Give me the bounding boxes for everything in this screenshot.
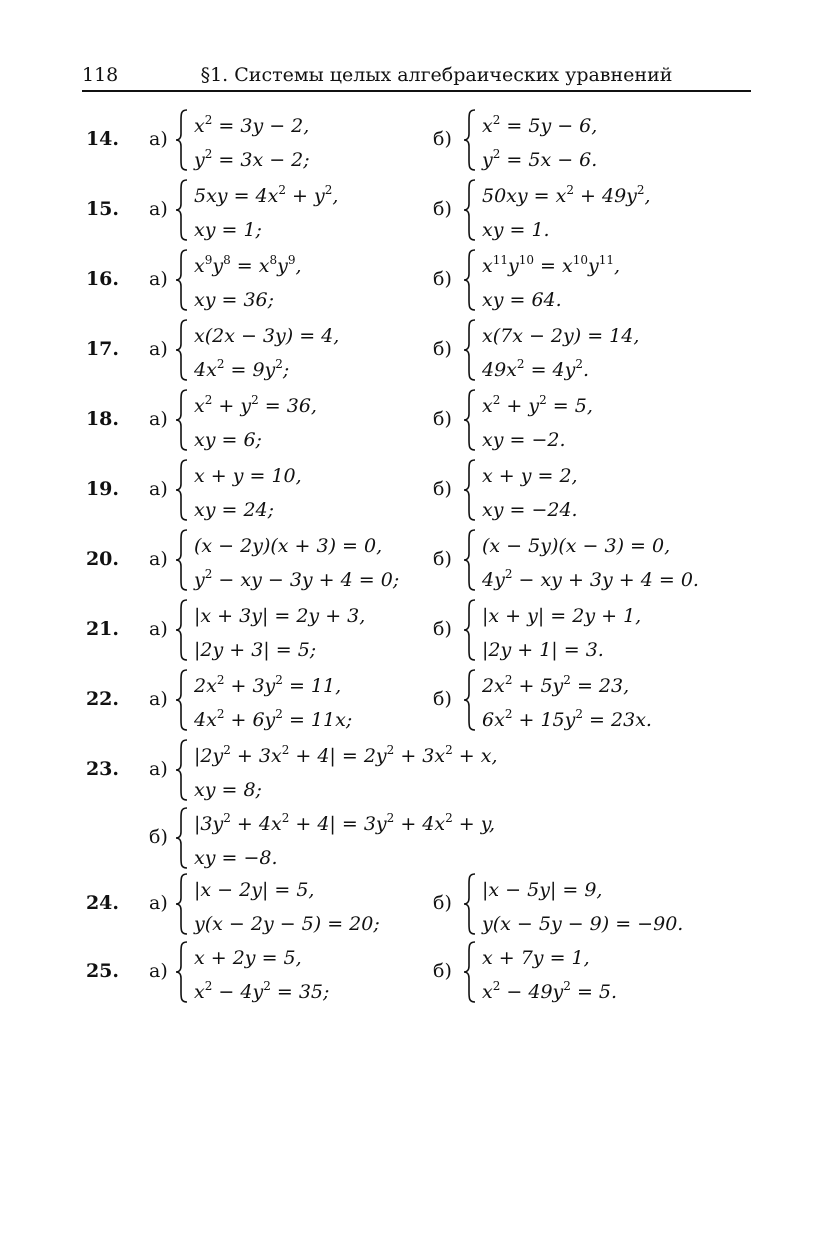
system-brace xyxy=(174,178,190,242)
option-a-label: а) xyxy=(149,408,168,430)
equation: $4y^2$ − xy + 3y + 4 = 0. xyxy=(482,567,699,591)
equation: |x − 5y| = 9, xyxy=(482,879,603,901)
system-brace xyxy=(462,872,478,936)
option-b-label: б) xyxy=(433,198,452,220)
system-brace xyxy=(174,318,190,382)
system-brace xyxy=(462,108,478,172)
equation: xy = 24; xyxy=(194,499,275,521)
equation: x + y = 2, xyxy=(482,465,578,487)
equation: |2y + 3| = 5; xyxy=(194,639,317,661)
system-brace xyxy=(462,388,478,452)
problem-row xyxy=(0,940,827,1004)
problem-row xyxy=(0,528,827,592)
option-a-label: а) xyxy=(149,758,168,780)
equation: $50xy = x^2 + 49y^2$, xyxy=(482,183,651,207)
problem-number: 15. xyxy=(85,198,119,220)
problem-number: 19. xyxy=(85,478,119,500)
system-brace xyxy=(174,940,190,1004)
option-a-label: а) xyxy=(149,478,168,500)
system-brace xyxy=(462,528,478,592)
equation: xy = −2. xyxy=(482,429,566,451)
option-b-label: б) xyxy=(433,478,452,500)
problem-number: 14. xyxy=(85,128,119,150)
option-a-label: а) xyxy=(149,198,168,220)
equation: $x^9y^8 = x^8y^9$, xyxy=(194,253,302,277)
option-a-label: а) xyxy=(149,960,168,982)
option-b-label: б) xyxy=(433,268,452,290)
equation: $4x^2 = 9y^2$; xyxy=(194,357,290,381)
problem-number: 16. xyxy=(85,268,119,290)
option-a-label: а) xyxy=(149,688,168,710)
equation: $5xy = 4x^2 + y^2$, xyxy=(194,183,339,207)
equation: |2y + 1| = 3. xyxy=(482,639,604,661)
equation: $|2y^2 + 3x^2 + 4| = 2y^2 + 3x^2 + x$, xyxy=(194,743,498,767)
system-brace xyxy=(174,458,190,522)
option-b-label: б) xyxy=(433,548,452,570)
system-brace xyxy=(462,248,478,312)
equation: $x^2 - 49y^2 = 5$. xyxy=(482,979,618,1003)
problem-row xyxy=(0,668,827,732)
option-a-label: а) xyxy=(149,548,168,570)
equation: $y^2 = 3x - 2$; xyxy=(194,147,310,171)
problem-row xyxy=(0,872,827,936)
problem-row xyxy=(0,388,827,452)
problem-number: 25. xyxy=(85,960,119,982)
equation: x + 2y = 5, xyxy=(194,947,302,969)
problem-row xyxy=(0,598,827,662)
equation: xy = 1; xyxy=(194,219,262,241)
problem-row xyxy=(0,738,827,802)
equation: $2x^2 + 5y^2 = 23$, xyxy=(482,673,630,697)
system-brace xyxy=(174,872,190,936)
equation: (x − 5y)(x − 3) = 0, xyxy=(482,535,671,557)
page-number: 118 xyxy=(82,64,119,86)
equation: $x^2 - 4y^2 = 35$; xyxy=(194,979,330,1003)
equation: $2x^2 + 3y^2 = 11$, xyxy=(194,673,342,697)
system-brace xyxy=(174,738,190,802)
equation: xy = 1. xyxy=(482,219,550,241)
problem-row xyxy=(0,108,827,172)
problem-number: 20. xyxy=(85,548,119,570)
option-b-label: б) xyxy=(433,960,452,982)
equation: xy = 64. xyxy=(482,289,562,311)
equation: xy = −8. xyxy=(194,847,278,869)
equation: $6x^2 + 15y^2 = 23x$. xyxy=(482,707,652,731)
system-brace xyxy=(174,668,190,732)
system-brace xyxy=(174,108,190,172)
equation: $x^2 + y^2 = 5$, xyxy=(482,393,593,417)
option-b-label: б) xyxy=(433,128,452,150)
option-a-label: а) xyxy=(149,618,168,640)
system-brace xyxy=(462,178,478,242)
equation: x + y = 10, xyxy=(194,465,302,487)
equation: $x^2 + y^2 = 36$, xyxy=(194,393,317,417)
problem-row xyxy=(0,318,827,382)
equation: |x − 2y| = 5, xyxy=(194,879,315,901)
equation: y(x − 5y − 9) = −90. xyxy=(482,913,684,935)
problem-row-continued xyxy=(0,806,827,870)
equation: |x + 3y| = 2y + 3, xyxy=(194,605,366,627)
equation: x(2x − 3y) = 4, xyxy=(194,325,340,347)
equation: y(x − 2y − 5) = 20; xyxy=(194,913,380,935)
option-b-label: б) xyxy=(149,826,168,848)
system-brace xyxy=(174,598,190,662)
running-title: §1. Системы целых алгебраических уравнений xyxy=(200,64,673,86)
problem-row xyxy=(0,178,827,242)
system-brace xyxy=(462,458,478,522)
system-brace xyxy=(174,528,190,592)
equation: $y^2$ − xy − 3y + 4 = 0; xyxy=(194,567,400,591)
problem-row xyxy=(0,458,827,522)
equation: $x^{11}y^{10} = x^{10}y^{11}$, xyxy=(482,253,621,277)
option-a-label: а) xyxy=(149,338,168,360)
option-b-label: б) xyxy=(433,618,452,640)
option-a-label: а) xyxy=(149,892,168,914)
option-b-label: б) xyxy=(433,688,452,710)
option-a-label: а) xyxy=(149,128,168,150)
option-a-label: а) xyxy=(149,268,168,290)
system-brace xyxy=(462,940,478,1004)
option-b-label: б) xyxy=(433,892,452,914)
problem-number: 22. xyxy=(85,688,119,710)
option-b-label: б) xyxy=(433,338,452,360)
equation: xy = 6; xyxy=(194,429,262,451)
system-brace xyxy=(174,806,190,870)
equation: xy = 8; xyxy=(194,779,262,801)
equation: $x^2 = 5y - 6$, xyxy=(482,113,598,137)
problem-number: 21. xyxy=(85,618,119,640)
equation: $49x^2 = 4y^2$. xyxy=(482,357,590,381)
equation: xy = 36; xyxy=(194,289,275,311)
problem-number: 23. xyxy=(85,758,119,780)
equation: $x^2 = 3y - 2$, xyxy=(194,113,310,137)
equation: $y^2 = 5x - 6$. xyxy=(482,147,598,171)
problem-row xyxy=(0,248,827,312)
problem-number: 24. xyxy=(85,892,119,914)
equation: |x + y| = 2y + 1, xyxy=(482,605,642,627)
problem-number: 18. xyxy=(85,408,119,430)
equation: x + 7y = 1, xyxy=(482,947,590,969)
equation: $4x^2 + 6y^2 = 11x$; xyxy=(194,707,353,731)
option-b-label: б) xyxy=(433,408,452,430)
equation: $|3y^2 + 4x^2 + 4| = 3y^2 + 4x^2 + y$, xyxy=(194,811,495,835)
system-brace xyxy=(462,668,478,732)
equation: xy = −24. xyxy=(482,499,578,521)
system-brace xyxy=(462,318,478,382)
system-brace xyxy=(174,388,190,452)
problem-number: 17. xyxy=(85,338,119,360)
equation: (x − 2y)(x + 3) = 0, xyxy=(194,535,383,557)
equation: x(7x − 2y) = 14, xyxy=(482,325,640,347)
system-brace xyxy=(174,248,190,312)
system-brace xyxy=(462,598,478,662)
